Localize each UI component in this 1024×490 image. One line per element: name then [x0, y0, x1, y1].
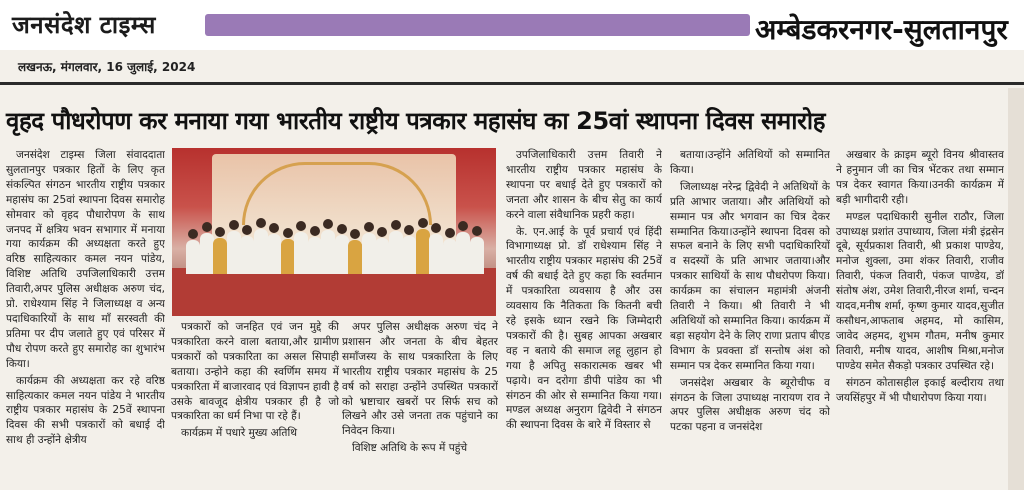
article-column-4 — [506, 148, 662, 488]
person-figure — [186, 240, 200, 274]
person-head — [472, 226, 482, 236]
person-head — [391, 220, 401, 230]
person-head — [445, 228, 455, 238]
dateline: लखनऊ, मंगलवार, 16 जुलाई, 2024 — [18, 60, 196, 74]
person-figure — [321, 230, 335, 274]
paragraph: संगठन कोतासहील इकाई बल्दीराय तथा जयसिंहपुर में भी पौधारोपण किया गया। — [836, 376, 1004, 404]
person-head — [418, 218, 428, 228]
person-head — [296, 221, 306, 231]
person-head — [256, 218, 266, 228]
person-figure — [267, 234, 281, 274]
person-head — [458, 221, 468, 231]
person-figure — [470, 237, 484, 274]
person-head — [337, 224, 347, 234]
person-figure — [402, 236, 416, 274]
person-head — [350, 229, 360, 239]
person-head — [269, 223, 279, 233]
person-figure — [335, 235, 349, 274]
paragraph: उपजिलाधिकारी उत्तम तिवारी ने भारतीय राष्ट्रीय पत्रकार महासंघ के स्थापना पर बधाई देते हुए पत्रकारों को जनता और शासन के बीच सेतु का कार्य करने वाला संवैधानिक प्रहरी कहा। — [506, 149, 662, 221]
person-head — [229, 220, 239, 230]
paragraph: बताया।उन्होंने अतिथियों को सम्मानित किया। — [670, 149, 830, 176]
person-head — [431, 223, 441, 233]
paragraph: कार्यक्रम में पधारे मुख्य अतिथि — [181, 427, 297, 440]
person-figure — [429, 234, 443, 274]
person-figure — [227, 231, 241, 274]
person-head — [310, 226, 320, 236]
person-figure — [254, 229, 268, 274]
person-head — [283, 228, 293, 238]
adjacent-article-edge — [1008, 88, 1024, 490]
paragraph: जिलाध्यक्ष नरेन्द्र द्विवेदी ने अतिथियों के प्रति आभार जताया। और अतिथियों को सम्मान पत्र और भगवान का चित्र देकर सम्मानित किया।उन्होंने स्थापना दिवस को सफल बनाने के लिए सभी पदाधिकारियों व सदस्यों के प्रति आभार जताया।और पत्रकार साथियों के साथ पौधरोपण किया। कार्यक्रम का संचालन महामंत्री अंजनी तिवारी ने किया। श्री तिवारी ने भी अतिथियों को सम्मानित किया। कार्यक्रम में बड़ा सहयोग देने के लिए राणा प्रताप बीएड विभाग के प्रवक्ता डॉ सन्तोष अंश को सम्मान पत्र देकर सम्मानित किया गया। — [670, 180, 830, 372]
edition-title: अम्बेडकरनगर-सुलतानपुर — [755, 13, 1008, 46]
person-head — [202, 222, 212, 232]
person-head — [323, 219, 333, 229]
person-figure — [375, 238, 389, 274]
person-head — [404, 225, 414, 235]
person-figure — [294, 232, 308, 274]
person-head — [364, 222, 374, 232]
person-figure — [389, 231, 403, 274]
person-head — [215, 227, 225, 237]
paragraph: विशिष्ट अतिथि के रूप में पहुंचे — [352, 442, 468, 455]
paragraph: जनसंदेश अखबार के ब्यूरोचीफ व संगठन के जिला उपाध्यक्ष नारायण राव ने अपर पुलिस अधीक्षक अरुण चंद को पटका पहना व जनसंदेश — [670, 376, 830, 434]
person-head — [188, 229, 198, 239]
person-figure — [200, 233, 214, 274]
article-column-2 — [171, 320, 339, 488]
paragraph: अपर पुलिस अधीक्षक अरुण चंद ने प्रशासन और जनता के बीच बेहतर समाँजस्य के साथ पत्रकारिता के लिए भारतीय राष्ट्रीय पत्रकार महासंघ के 25 वर्ष को सराहा उन्होंने उपस्थित पत्रकारों को भ्रष्टाचार खबरों पर सिर्फ सच को लिखने और उसे जनता तक पहुंचाने का निवेदन किया। — [342, 321, 498, 438]
group-of-people — [178, 206, 490, 274]
paragraph: मण्डल पदाधिकारी सुनील राठौर, जिला उपाध्यक्ष प्रशांत उपाध्याय, जिला मंत्री इंद्रसेन दूबे, सूर्यप्रकाश तिवारी, श्री प्रकाश पाण्डेय, मनोज शुक्ला, उमा शंकर तिवारी, राजीव तिवारी, पंकज तिवारी, पंकज पाण्डेय, डॉ संतोष अंश, उमेश तिवारी,नीरज शर्मा, चन्दन यादव,मनीष शर्मा, कृष्ण कुमार यादव,सुजीत कसौधन,आफताब अहमद, मो कासिम, जावेद अहमद, शुभम गौतम, मनीष कुमार तिवारी, मनीष यादव, आशीष मिश्रा,मनोज पाण्डेय समेत सैकड़ो पत्रकार उपस्थित रहे। — [836, 210, 1004, 372]
paragraph: के. एन.आई के पूर्व प्रचार्य एवं हिंदी विभागाध्यक्ष प्रो. डॉ राधेश्याम सिंह ने भारतीय राष्ट्रीय पत्रकार महासंघ की 25वें वर्ष की बधाई देते हुए कहा कि स्वर्तमान में पत्रकारिता व्यवसाय है और उस व्यवसाय कि नैतिकता कि कितनी बची रहे इसके ध्यान रखने कि जिम्मेदारी पत्रकारों की है। सुबह आपका अखबार वह न बताये की समाज लहू लुहान हो गया है अपितु सकारात्मक खबर भी पढ़ाये। वन दरोगा डीपी पांडेय का भी संगठन की ओर से सम्मानित किया गया। मण्डल अध्यक्ष अनुराग द्विवेदी ने संगठन की स्थापना दिवस के बारे में विस्तार से — [506, 225, 662, 432]
masthead — [0, 0, 1024, 50]
paragraph: जनसंदेश टाइम्स जिला संवाददाता सुलतानपुर पत्रकार हितों के लिए कृत संकल्पित संगठन भारतीय राष्ट्रीय पत्रकार महासंघ का 25वां स्थापना दिवस समारोह सोमवार को वृहद पौधारोपण के साथ जनपद में क्षत्रिय भवन सभागार में मनाया गया कार्यक्रम की अध्यक्षता करते हुए वरिष्ठ साहित्यकार कमल नयन पांडेय, विशिष्ट अतिथि उपजिलाधिकारी उत्तम तिवारी,अपर पुलिस अधीक्षक अरुण चंद, प्रो. राधेश्याम सिंह ने जिलाध्यक्ष व अन्य पदाधिकारियों के साथ माँ सरस्वती की प्रतिमा पर दीप जलाते हुए एवं परिसर में पौध रोपण करते हुए समारोह का शुभारंभ किया। — [6, 149, 165, 370]
person-figure — [443, 239, 457, 274]
person-figure — [362, 233, 376, 274]
article-headline: वृहद पौधरोपण कर मनाया गया भारतीय राष्ट्रीय पत्रकार महासंघ का 25वां स्थापना दिवस समारोह — [6, 107, 826, 135]
paragraph: पत्रकारों को जनहित एवं जन मुद्दे की पत्रकारिता करने वाला बताया,और ग्रामीण पत्रकारों को पत्रकारिता का असल सिपाही बताया। उन्होने कहा की स्वर्णिम समय में पत्रकारिता में बाजारवाद एवं विज्ञापन हावी है उसके बावजूद क्षेत्रीय पत्रकार ही है जो पत्रकारिता का धर्म निभा पा रहे हैं। — [171, 321, 339, 423]
person-figure — [281, 239, 295, 274]
person-figure — [456, 232, 470, 274]
article-column-6 — [836, 148, 1004, 488]
header-rule — [0, 82, 1024, 85]
person-figure — [348, 240, 362, 274]
paragraph: कार्यक्रम की अध्यक्षता कर रहे वरिष्ठ साहित्यकार कमल नयन पांडेय ने भारतीय राष्ट्रीय पत्रकार महासंघ के 25वें स्थापना दिवस की सभी पत्रकारों को बधाई दी साथ ही उन्होंने क्षेत्रीय — [6, 374, 165, 447]
article-column-1 — [6, 148, 165, 488]
person-head — [377, 227, 387, 237]
carpet — [172, 268, 496, 316]
person-figure — [213, 238, 227, 274]
paragraph: अखबार के क्राइम ब्यूरो विनय श्रीवास्तव ने हनुमान जी का चित्र भेंटकर तथा सम्मान पत्र देकर स्वागत किया।उनकी कार्यक्रम में बड़ी भागीदारी रही। — [836, 149, 1004, 206]
event-photo — [172, 148, 496, 316]
newspaper-logo: जनसंदेश टाइम्स — [12, 11, 156, 39]
masthead-band — [205, 14, 750, 36]
person-figure — [308, 237, 322, 274]
article-column-5 — [670, 148, 830, 488]
person-head — [242, 225, 252, 235]
person-figure — [240, 236, 254, 274]
article-column-3 — [342, 320, 498, 488]
person-figure — [416, 229, 430, 274]
